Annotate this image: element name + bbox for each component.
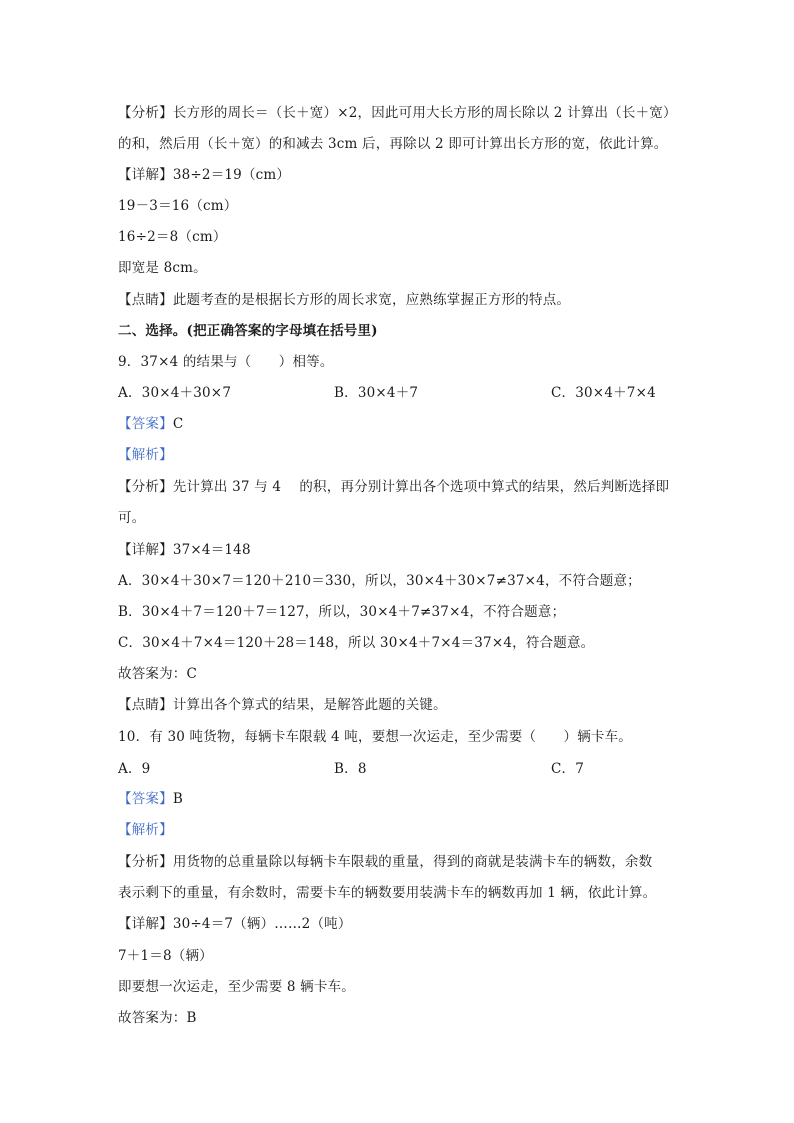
q10-analysis-line-1 bbox=[118, 853, 652, 871]
q10-answer-tag: 【答案】 bbox=[118, 791, 173, 807]
prev-detail-line-2: 19－3＝16（cm） bbox=[118, 198, 238, 214]
q9-jiexi-tag: 【解析】 bbox=[118, 447, 173, 463]
q9-analysis-line-1 bbox=[118, 478, 669, 496]
section-text: 38÷2＝19（cm） bbox=[172, 167, 291, 183]
q9-answer-value: C bbox=[172, 416, 184, 432]
section-title: 二、选择。(把正确答案的字母填在括号里) bbox=[118, 323, 378, 339]
section-tag: 【详解】 bbox=[118, 167, 173, 183]
q9-stem: 9．37×4 的结果与（ ）相等。 bbox=[118, 354, 334, 370]
section-tag: 【详解】 bbox=[118, 542, 173, 558]
q10-analysis-line-2: 表示剩下的重量，有余数时，需要卡车的辆数要用装满卡车的辆数再加 1 辆，依此计算。 bbox=[118, 885, 657, 901]
q9-comment bbox=[118, 696, 447, 714]
section-tag: 【详解】 bbox=[118, 916, 173, 932]
q10-option-c: C．7 bbox=[551, 761, 585, 777]
q9-answer bbox=[118, 415, 183, 433]
section-tag: 【分析】 bbox=[118, 105, 173, 121]
q10-option-b: B．8 bbox=[334, 761, 367, 777]
q10-option-a: A．9 bbox=[118, 761, 151, 777]
prev-detail-line-3: 16÷2＝8（cm） bbox=[118, 229, 227, 245]
section-tag: 【点睛】 bbox=[118, 292, 173, 308]
prev-detail-line-1 bbox=[118, 166, 290, 184]
q9-options bbox=[118, 384, 678, 402]
q9-detail-line-3: B．30×4＋7＝120＋7＝127，所以，30×4＋7≠37×4，不符合题意； bbox=[118, 604, 566, 620]
q10-stem: 10．有 30 吨货物，每辆卡车限载 4 吨，要想一次运走，至少需要（ ）辆卡车。 bbox=[118, 729, 633, 745]
section-text: 计算出各个算式的结果，是解答此题的关键。 bbox=[172, 697, 447, 713]
section-text: 此题考查的是根据长方形的周长求宽，应熟练掌握正方形的特点。 bbox=[172, 292, 571, 308]
q9-detail-line-1 bbox=[118, 541, 251, 559]
q9-option-c: C．30×4＋7×4 bbox=[551, 385, 656, 401]
q9-analysis-line-2: 可。 bbox=[118, 510, 146, 526]
prev-comment bbox=[118, 291, 570, 309]
q9-detail-line-4: C．30×4＋7×4＝120＋28＝148，所以 30×4＋7×4＝37×4，符合题意。 bbox=[118, 635, 595, 651]
q9-final-answer: 故答案为：C bbox=[118, 666, 198, 682]
q10-answer bbox=[118, 790, 183, 808]
section-tag: 【分析】 bbox=[118, 479, 173, 495]
section-text: 37×4＝148 bbox=[172, 542, 251, 558]
section-text: 用货物的总重量除以每辆卡车限载的重量，得到的商就是装满卡车的辆数，余数 bbox=[172, 854, 653, 870]
q10-detail-line-1 bbox=[118, 915, 352, 933]
prev-detail-line-4: 即宽是 8cm。 bbox=[118, 260, 207, 276]
q10-options bbox=[118, 760, 678, 778]
q10-detail-line-2: 7＋1＝8（辆） bbox=[118, 948, 213, 964]
q10-final-answer: 故答案为：B bbox=[118, 1010, 197, 1026]
q9-option-b: B．30×4＋7 bbox=[334, 385, 419, 401]
q9-detail-line-2: A．30×4＋30×7＝120＋210＝330，所以，30×4＋30×7≠37×4，不符合题意； bbox=[118, 573, 641, 589]
section-text: 长方形的周长＝（长＋宽）×2，因此可用大长方形的周长除以 2 计算出（长＋宽） bbox=[172, 105, 677, 121]
q10-answer-value: B bbox=[172, 791, 183, 807]
prev-analysis-line-1 bbox=[118, 104, 677, 122]
q9-answer-tag: 【答案】 bbox=[118, 416, 173, 432]
section-tag: 【点睛】 bbox=[118, 697, 173, 713]
q9-option-a: A．30×4＋30×7 bbox=[118, 385, 232, 401]
section-text: 30÷4＝7（辆）……2（吨） bbox=[172, 916, 352, 932]
q10-jiexi-tag: 【解析】 bbox=[118, 822, 173, 838]
prev-analysis-line-2: 的和，然后用（长＋宽）的和减去 3cm 后，再除以 2 即可计算出长方形的宽，依此计算。 bbox=[118, 136, 668, 152]
section-text: 先计算出 37 与 4 的积，再分别计算出各个选项中算式的结果，然后判断选择即 bbox=[172, 479, 670, 495]
q10-detail-line-3: 即要想一次运走，至少需要 8 辆卡车。 bbox=[118, 979, 355, 995]
section-tag: 【分析】 bbox=[118, 854, 173, 870]
